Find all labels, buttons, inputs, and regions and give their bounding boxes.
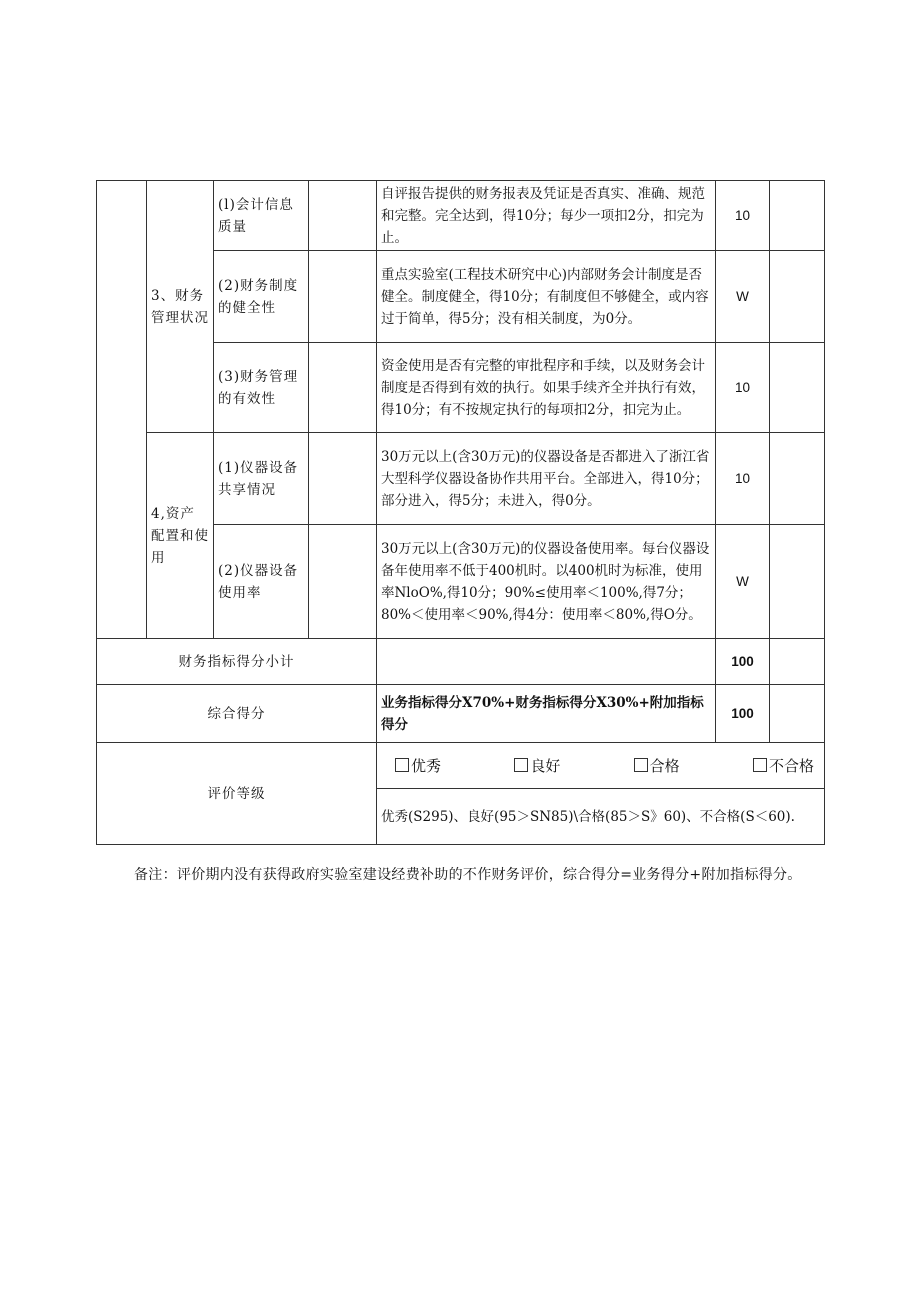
criteria-cell: 自评报告提供的财务报表及凭证是否真实、准确、规范和完整。完全达到，得10分；每少一项扣2分，扣完为止。 — [377, 181, 716, 251]
score-cell: 10 — [716, 433, 770, 525]
checkbox-icon[interactable] — [514, 758, 528, 772]
category-cell — [97, 181, 147, 639]
rating-option-pass[interactable]: 合格 — [634, 755, 680, 777]
actual-score-cell[interactable] — [770, 251, 825, 343]
criteria-cell: 30万元以上(含30万元)的仪器设备使用率。每台仪器设备年使用率不低于400机时。以400机时为标准，使用率NloO%,得10分；90%≤使用率＜100%,得7分；80%＜使用率＜90%,得4分：使用率＜80%,得O分。 — [377, 525, 716, 639]
composite-actual[interactable] — [770, 685, 825, 743]
checkbox-icon[interactable] — [634, 758, 648, 772]
item-cell: (2)财务制度的健全性 — [214, 251, 309, 343]
rating-label: 评价等级 — [97, 743, 377, 845]
score-cell: W — [716, 525, 770, 639]
composite-label: 综合得分 — [97, 685, 377, 743]
item-cell: (1)仪器设备共享情况 — [214, 433, 309, 525]
criteria-cell: 重点实验室(工程技术研究中心)内部财务会计制度是否健全。制度健全，得10分；有制度但不够健全，或内容过于简单，得5分；没有相关制度，为0分。 — [377, 251, 716, 343]
sub-category-cell: 3、财务管理状况 — [147, 181, 214, 433]
rating-option-excellent[interactable]: 优秀 — [395, 755, 441, 777]
subtotal-actual[interactable] — [770, 639, 825, 685]
subtotal-value — [377, 639, 716, 685]
table-row — [97, 433, 825, 525]
blank-cell — [309, 251, 377, 343]
checkbox-icon[interactable] — [753, 758, 767, 772]
score-cell: W — [716, 251, 770, 343]
actual-score-cell[interactable] — [770, 433, 825, 525]
sub-category-cell: 4,资产配置和使用 — [147, 433, 214, 639]
composite-row — [97, 685, 825, 743]
score-cell: 10 — [716, 343, 770, 433]
item-cell: (2)仪器设备使用率 — [214, 525, 309, 639]
table-row — [97, 181, 825, 251]
subtotal-row — [97, 639, 825, 685]
blank-cell — [309, 433, 377, 525]
score-cell: 10 — [716, 181, 770, 251]
actual-score-cell[interactable] — [770, 343, 825, 433]
subtotal-score: 100 — [716, 639, 770, 685]
rating-options — [377, 743, 825, 789]
rating-rule: 优秀(S295)、良好(95＞SN85)\合格(85＞S》60)、不合格(S＜60). — [377, 789, 825, 845]
footnote: 备注：评价期内没有获得政府实验室建设经费补助的不作财务评价，综合得分=业务得分+附加指标得分。 — [134, 867, 802, 883]
rating-options-row — [97, 743, 825, 789]
blank-cell — [309, 525, 377, 639]
item-cell: (l)会计信息质量 — [214, 181, 309, 251]
criteria-cell: 30万元以上(含30万元)的仪器设备是否都进入了浙江省大型科学仪器设备协作共用平台。全部进入，得10分；部分进入，得5分；未进入，得0分。 — [377, 433, 716, 525]
criteria-cell: 资金使用是否有完整的审批程序和手续，以及财务会计制度是否得到有效的执行。如果手续齐全并执行有效，得10分；有不按规定执行的每项扣2分，扣完为止。 — [377, 343, 716, 433]
checkbox-icon[interactable] — [395, 758, 409, 772]
evaluation-table — [96, 180, 825, 845]
item-cell: (3)财务管理的有效性 — [214, 343, 309, 433]
subtotal-label: 财务指标得分小计 — [97, 639, 377, 685]
actual-score-cell[interactable] — [770, 181, 825, 251]
composite-formula: 业务指标得分X70%+财务指标得分X30%+附加指标得分 — [377, 685, 716, 743]
actual-score-cell[interactable] — [770, 525, 825, 639]
rating-option-good[interactable]: 良好 — [514, 755, 560, 777]
composite-score: 100 — [716, 685, 770, 743]
rating-option-fail[interactable]: 不合格 — [753, 755, 814, 777]
blank-cell — [309, 343, 377, 433]
blank-cell — [309, 181, 377, 251]
